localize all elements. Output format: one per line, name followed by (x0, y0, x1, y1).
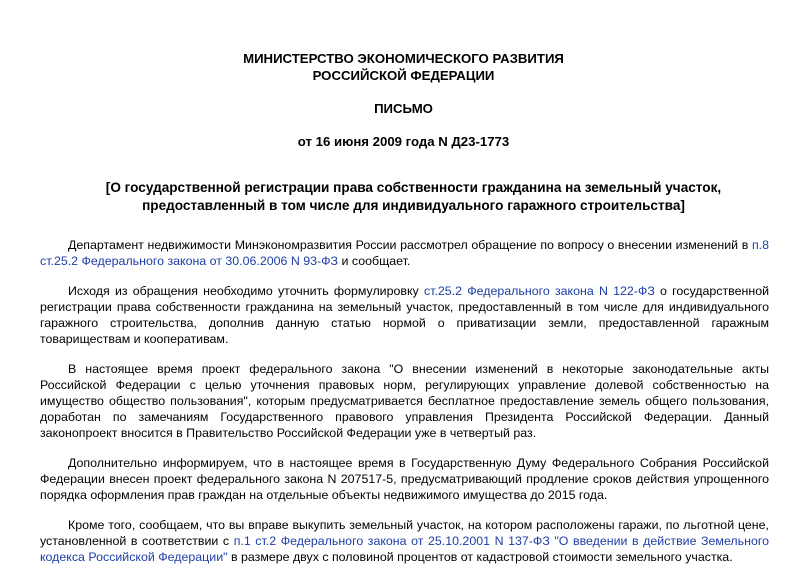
ministry-line-2: РОССИЙСКОЙ ФЕДЕРАЦИИ (312, 68, 495, 83)
paragraph-5-text-b: в размере двух с половиной процентов от кадастровой стоимости земельного участка. (227, 550, 733, 564)
paragraph-1-text-a: Департамент недвижимости Минэкономразвития России рассмотрел обращение по вопросу о внесении изменений в (68, 238, 752, 252)
paragraph-5-text-a: Кроме того, сообщаем, что вы вправе выкупить земельный участок, на котором расположены гаражи, по льготной цене, установленной в соответствии с (40, 518, 769, 548)
paragraph-1 (38, 237, 769, 269)
paragraph-4 (38, 455, 769, 503)
document-title: [О государственной регистрации права собственности гражданина на земельный участок, предоставленный в том числе для индивидуального гаражного строительства] (105, 180, 722, 213)
ministry-name (38, 0, 769, 84)
paragraph-3 (38, 361, 769, 441)
document-type: ПИСЬМО (374, 101, 433, 116)
ministry-line-1: МИНИСТЕРСТВО ЭКОНОМИЧЕСКОГО РАЗВИТИЯ (243, 51, 564, 66)
paragraph-1-text-b: и сообщает. (338, 254, 411, 268)
paragraph-3-text: В настоящее время проект федерального закона "О внесении изменений в некоторые законодательные акты Российской Федерации с целью уточнения правовых норм, регулирующих управление долевой собственностью на имущество общество пользования", которым предусматривается бесплатное предоставление земель общего пользования, доработан по замечаниям Государственного правового управления Президента Российской Федерации. Данный законопроект вносится в Правительство Российской Федерации уже в четвертый раз. (40, 362, 769, 440)
paragraph-4-text: Дополнительно информируем, что в настоящее время в Государственную Думу Федерального Собрания Российской Федерации внесен проект федерального закона N 207517-5, предусматривающий продление сроков действия упрощенного порядка оформления прав граждан на отдельные объекты недвижимого имущества до 2015 года. (40, 456, 769, 502)
document-date: от 16 июня 2009 года N Д23-1773 (297, 134, 510, 149)
document-body (38, 237, 769, 565)
law-122-fz-link[interactable]: ст.25.2 Федерального закона N 122-ФЗ (423, 284, 655, 298)
paragraph-2-text-a: Исходя из обращения необходимо уточнить формулировку (68, 284, 424, 298)
paragraph-5 (38, 517, 769, 565)
paragraph-2 (38, 283, 769, 347)
paragraph-2-text-b: о государственной регистрации права собственности гражданина на земельный участок, предоставленный в том числе для индивидуального гаражного строительства, дополнив данную статью нормой о приватизации земли, предоставленной гаражным товариществам и кооперативам. (40, 284, 770, 346)
law-93-fz-link[interactable]: п.8 ст.25.2 Федерального закона от 30.06.2006 N 93-ФЗ (40, 238, 769, 268)
law-137-fz-link[interactable]: п.1 ст.2 Федерального закона от 25.10.2001 N 137-ФЗ "О введении в действие Земельного кодекса Российской Федерации" (40, 534, 769, 564)
